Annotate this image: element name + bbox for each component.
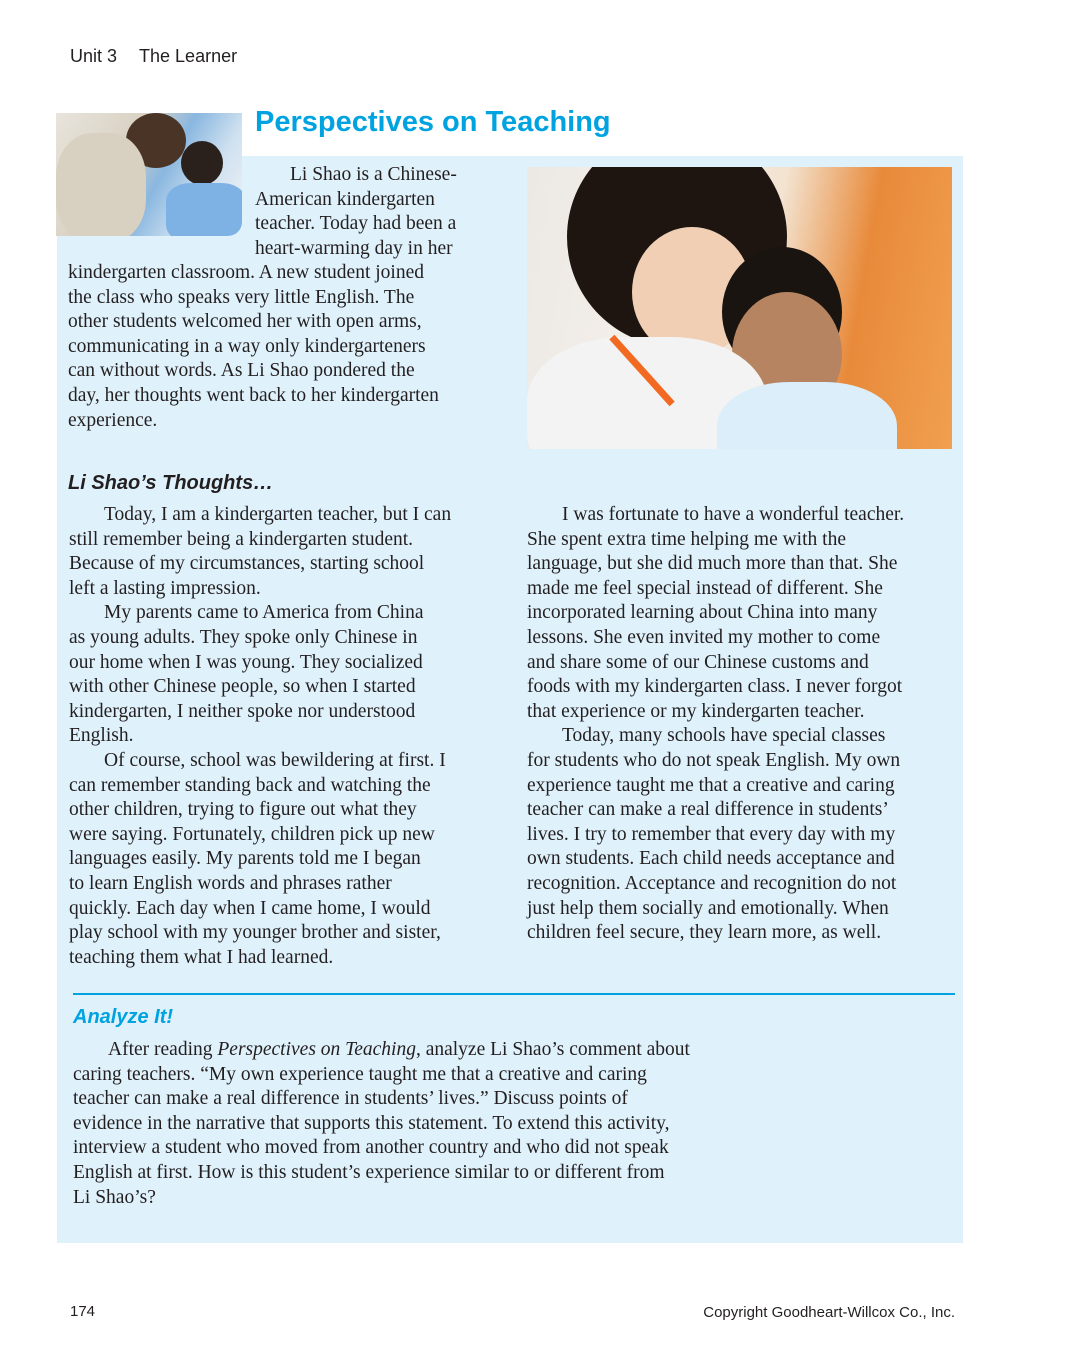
- text-line: language, but she did much more than that. She: [527, 553, 898, 575]
- text-line: Today, I am a kindergarten teacher, but I can: [104, 504, 452, 525]
- text-line: and share some of our Chinese customs and: [527, 651, 869, 673]
- text-line: were saying. Fortunately, children pick up new: [69, 823, 435, 845]
- text-line: My parents came to America from China: [104, 602, 424, 624]
- text-line: lives. I try to remember that every day with my: [527, 823, 896, 845]
- intro-paragraph-top: [255, 163, 457, 261]
- text-line: caring teachers. “My own experience taught me that a creative and caring: [73, 1063, 647, 1085]
- text-line: that experience or my kindergarten teacher.: [527, 700, 865, 722]
- text-line: play school with my younger brother and sister,: [69, 922, 441, 944]
- text-line: heart-warming day in her: [255, 237, 453, 259]
- text-line: experience taught me that a creative and caring: [527, 774, 895, 796]
- analyze-heading: Analyze It!: [73, 1006, 174, 1028]
- text-line: Of course, school was bewildering at first. I: [104, 749, 446, 771]
- text-line: English.: [69, 725, 134, 747]
- narrative-right-column: [527, 503, 904, 946]
- text-line: kindergarten, I neither spoke nor understood: [69, 700, 416, 722]
- text-line: left a lasting impression.: [69, 577, 261, 599]
- text-line: interview a student who moved from another country and who did not speak: [73, 1137, 669, 1159]
- text-line: can without words. As Li Shao pondered the: [68, 360, 415, 382]
- text-line: made me feel special instead of different. She: [527, 577, 883, 599]
- text-line: teacher. Today had been a: [255, 213, 457, 235]
- text-line: quickly. Each day when I came home, I would: [69, 897, 431, 919]
- text-line: teacher can make a real difference in students’ lives.” Discuss points of: [73, 1088, 628, 1110]
- copyright-notice: Copyright Goodheart-Willcox Co., Inc.: [703, 1304, 955, 1321]
- text-line: the class who speaks very little English. The: [68, 286, 415, 308]
- divider-rule: [73, 993, 955, 995]
- text-line: our home when I was young. They socialized: [69, 651, 423, 673]
- text-line: other students welcomed her with open arms,: [68, 311, 422, 333]
- text-line: to learn English words and phrases rather: [69, 872, 392, 894]
- text-line: teacher can make a real difference in students’: [527, 799, 889, 821]
- text-line: Li Shao is a Chinese-: [290, 164, 457, 185]
- text-line: own students. Each child needs acceptance and: [527, 848, 895, 870]
- text-line: other children, trying to figure out what they: [69, 799, 417, 821]
- text-line: recognition. Acceptance and recognition do not: [527, 872, 897, 894]
- text-line: for students who do not speak English. My own: [527, 749, 901, 771]
- unit-label: Unit 3: [70, 46, 118, 66]
- text-line: experience.: [68, 409, 158, 431]
- text-line: children feel secure, they learn more, as well.: [527, 922, 882, 944]
- text-line: Today, many schools have special classes: [562, 725, 886, 747]
- teacher-helping-student-photo: [56, 113, 242, 236]
- text-line: I was fortunate to have a wonderful teacher.: [562, 504, 905, 525]
- text-line: teaching them what I had learned.: [69, 946, 334, 968]
- unit-title: The Learner: [139, 46, 238, 66]
- text-line: languages easily. My parents told me I began: [69, 848, 421, 870]
- text-line: evidence in the narrative that supports this statement. To extend this activity,: [73, 1112, 670, 1134]
- text-line: with other Chinese people, so when I started: [69, 676, 416, 698]
- text-line: still remember being a kindergarten student.: [69, 528, 414, 550]
- analyze-line: [73, 1038, 690, 1063]
- text-line: just help them socially and emotionally. When: [527, 897, 889, 919]
- text-line: incorporated learning about China into many: [527, 602, 878, 624]
- analyze-paragraph: [73, 1038, 690, 1210]
- text-line: English at first. How is this student’s experience similar to or different from: [73, 1161, 665, 1183]
- text-line: kindergarten classroom. A new student joined: [68, 262, 424, 283]
- text-line: can remember standing back and watching the: [69, 774, 431, 796]
- intro-paragraph-rest: [68, 261, 439, 433]
- thoughts-heading: Li Shao’s Thoughts…: [68, 472, 274, 494]
- page-number: 174: [70, 1303, 96, 1320]
- text-line: American kindergarten: [255, 188, 435, 210]
- running-header: [70, 46, 259, 67]
- feature-title: Perspectives on Teaching: [255, 106, 611, 138]
- narrative-left-column: [69, 503, 451, 970]
- text-segment: , analyze Li Shao’s comment about: [415, 1039, 690, 1060]
- text-line: foods with my kindergarten class. I never forgot: [527, 676, 903, 698]
- text-line: as young adults. They spoke only Chinese in: [69, 626, 418, 648]
- text-line: Li Shao’s?: [73, 1186, 156, 1208]
- text-line: communicating in a way only kindergarteners: [68, 335, 426, 357]
- text-line: day, her thoughts went back to her kindergarten: [68, 384, 439, 406]
- text-line: lessons. She even invited my mother to come: [527, 626, 881, 648]
- book-title-italic: Perspectives on Teaching: [217, 1039, 416, 1060]
- text-segment: After reading: [108, 1039, 218, 1060]
- text-line: Because of my circumstances, starting school: [69, 553, 425, 575]
- teacher-and-child-photo: [527, 167, 952, 449]
- text-line: She spent extra time helping me with the: [527, 528, 846, 550]
